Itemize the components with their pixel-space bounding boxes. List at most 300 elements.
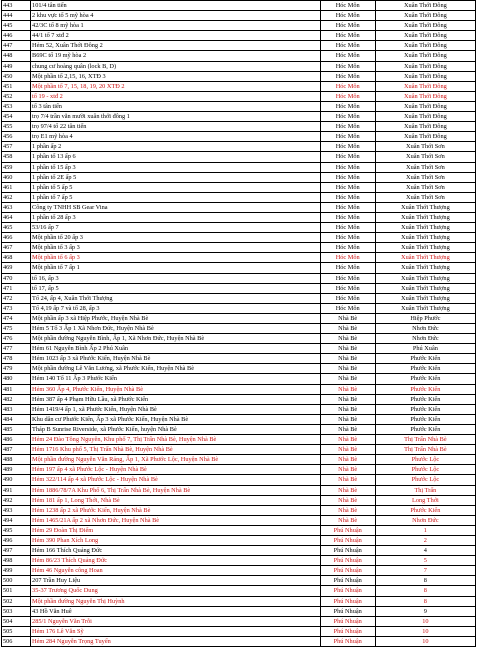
- table-row: [2, 465, 476, 475]
- ward-cell: Phước Kiển: [375, 414, 475, 424]
- row-number: 499: [2, 566, 31, 576]
- district-cell: Hóc Môn: [320, 11, 375, 21]
- row-number: 504: [2, 616, 31, 626]
- table-row: [2, 324, 476, 334]
- ward-cell: Phước Kiển: [375, 384, 475, 394]
- district-cell: Hóc Môn: [320, 142, 375, 152]
- table-row: [2, 91, 476, 101]
- table-row: [2, 101, 476, 111]
- table-row: [2, 31, 476, 41]
- row-number: 496: [2, 535, 31, 545]
- row-number: 502: [2, 596, 31, 606]
- ward-cell: Nhơn Đức: [375, 324, 475, 334]
- table-row: [2, 424, 476, 434]
- ward-cell: Phước Kiển: [375, 364, 475, 374]
- district-cell: Nhà Bè: [320, 475, 375, 485]
- address-cell: Một phần tổ 20 ấp 3: [31, 233, 321, 243]
- district-cell: Hóc Môn: [320, 101, 375, 111]
- district-cell: Phú Nhuận: [320, 626, 375, 636]
- district-cell: Phú Nhuận: [320, 586, 375, 596]
- ward-cell: Phước Kiển: [375, 394, 475, 404]
- ward-cell: Xuân Thới Đông: [375, 81, 475, 91]
- district-cell: Nhà Bè: [320, 485, 375, 495]
- address-cell: 1 phần tổ 2E ấp 5: [31, 172, 321, 182]
- district-cell: Nhà Bè: [320, 414, 375, 424]
- address-cell: Hẻm 197 ấp 4 xã Phước Lộc - Huyện Nhà Bè: [31, 465, 321, 475]
- ward-cell: Xuân Thới Đông: [375, 112, 475, 122]
- ward-cell: Phú Xuân: [375, 344, 475, 354]
- address-cell: 42/3C tổ 8 mỹ hòa 1: [31, 21, 321, 31]
- district-cell: Hóc Môn: [320, 162, 375, 172]
- table-row: [2, 505, 476, 515]
- district-cell: Nhà Bè: [320, 334, 375, 344]
- row-number: 487: [2, 445, 31, 455]
- row-number: 466: [2, 233, 31, 243]
- ward-cell: Xuân Thới Sơn: [375, 162, 475, 172]
- row-number: 472: [2, 293, 31, 303]
- row-number: 506: [2, 636, 31, 646]
- ward-cell: Xuân Thới Thượng: [375, 212, 475, 222]
- ward-cell: Xuân Thới Đông: [375, 132, 475, 142]
- address-cell: Một phần đường Nguyễn Văn Rảng, Ấp 1, Xã Phước Lộc, Huyện Nhà Bè: [31, 455, 321, 465]
- row-number: 505: [2, 626, 31, 636]
- row-number: 483: [2, 404, 31, 414]
- row-number: 470: [2, 273, 31, 283]
- row-number: 478: [2, 354, 31, 364]
- address-cell: Một phần đường Nguyễn Thị Huỳnh: [31, 596, 321, 606]
- row-number: 476: [2, 334, 31, 344]
- table-row: [2, 1, 476, 11]
- row-number: 458: [2, 152, 31, 162]
- table-row: [2, 566, 476, 576]
- address-cell: Hẻm 61 Nguyễn Bình Ấp 2 Phú Xuân: [31, 344, 321, 354]
- address-cell: Một phần đường Lê Văn Lương, xã Phước Kiển, Huyện Nhà Bè: [31, 364, 321, 374]
- address-cell: 1 phần tổ 7 ấp 5: [31, 192, 321, 202]
- row-number: 491: [2, 485, 31, 495]
- district-cell: Hóc Môn: [320, 152, 375, 162]
- row-number: 486: [2, 435, 31, 445]
- ward-cell: 4: [375, 546, 475, 556]
- row-number: 501: [2, 586, 31, 596]
- table-row: [2, 606, 476, 616]
- address-cell: Một phần tổ 7 ấp 1: [31, 263, 321, 273]
- address-cell: Một phần tổ 7, 15, 18, 19, 20 XTĐ 2: [31, 81, 321, 91]
- row-number: 451: [2, 81, 31, 91]
- row-number: 482: [2, 394, 31, 404]
- ward-cell: Hiệp Phước: [375, 313, 475, 323]
- district-cell: Hóc Môn: [320, 243, 375, 253]
- address-cell: 1 phần ấp 2: [31, 142, 321, 152]
- district-cell: Nhà Bè: [320, 445, 375, 455]
- ward-cell: 9: [375, 606, 475, 616]
- table-row: [2, 263, 476, 273]
- district-cell: Hóc Môn: [320, 253, 375, 263]
- row-number: 455: [2, 122, 31, 132]
- address-cell: Hẻm 322/114 ấp 4 xã Phước Lộc - Huyện Nhà Bè: [31, 475, 321, 485]
- table-row: [2, 344, 476, 354]
- table-row: [2, 122, 476, 132]
- table-row: [2, 475, 476, 485]
- address-cell: Khu dân cư Phước Kiển, Ấp 3 xã Phước Kiển, Huyện Nhà Bè: [31, 414, 321, 424]
- table-row: [2, 283, 476, 293]
- ward-cell: Xuân Thới Đông: [375, 41, 475, 51]
- table-row: [2, 535, 476, 545]
- address-cell: 1 phần tổ 15 ấp 3: [31, 162, 321, 172]
- district-cell: Hóc Môn: [320, 212, 375, 222]
- ward-cell: Xuân Thới Đông: [375, 31, 475, 41]
- ward-cell: Xuân Thới Thượng: [375, 263, 475, 273]
- address-cell: Hẻm 29 Đoàn Thị Điểm: [31, 525, 321, 535]
- ward-cell: Xuân Thới Thượng: [375, 273, 475, 283]
- row-number: 459: [2, 162, 31, 172]
- address-cell: trọ 97/4 tổ 22 tân tiến: [31, 122, 321, 132]
- table-row: [2, 212, 476, 222]
- table-row: [2, 445, 476, 455]
- table-row: [2, 303, 476, 313]
- district-cell: Hóc Môn: [320, 233, 375, 243]
- address-cell: Hẻm 24 Đào Tông Nguyên, Khu phố 7, Thị Trấn Nhà Bè, Huyện Nhà Bè: [31, 435, 321, 445]
- row-number: 494: [2, 515, 31, 525]
- row-number: 497: [2, 546, 31, 556]
- table-row: [2, 41, 476, 51]
- row-number: 480: [2, 374, 31, 384]
- ward-cell: Xuân Thới Sơn: [375, 142, 475, 152]
- ward-cell: Phước Kiển: [375, 505, 475, 515]
- district-cell: Nhà Bè: [320, 354, 375, 364]
- ward-cell: Xuân Thới Sơn: [375, 152, 475, 162]
- address-cell: Tổ 24, ấp 4, Xuân Thới Thượng: [31, 293, 321, 303]
- district-cell: Phú Nhuận: [320, 566, 375, 576]
- table-row: [2, 11, 476, 21]
- ward-cell: Thị Trấn: [375, 485, 475, 495]
- table-row: [2, 81, 476, 91]
- address-cell: 101/4 tân tiến: [31, 1, 321, 11]
- district-cell: Nhà Bè: [320, 515, 375, 525]
- table-row: [2, 455, 476, 465]
- row-number: 448: [2, 51, 31, 61]
- address-cell: Công ty TNHH SB Gear Vina: [31, 202, 321, 212]
- table-row: [2, 515, 476, 525]
- address-cell: Hẻm 166 Thích Quảng Đức: [31, 546, 321, 556]
- row-number: 503: [2, 606, 31, 616]
- row-number: 495: [2, 525, 31, 535]
- district-cell: Nhà Bè: [320, 435, 375, 445]
- district-cell: Nhà Bè: [320, 465, 375, 475]
- row-number: 484: [2, 414, 31, 424]
- ward-cell: Xuân Thới Thượng: [375, 293, 475, 303]
- address-cell: Hẻm 1238 ấp 2 xã Phước Kiển, Huyện Nhà Bè: [31, 505, 321, 515]
- address-cell: Một phần ấp 3 xã Hiệp Phước, Huyện Nhà Bè: [31, 313, 321, 323]
- district-cell: Hóc Môn: [320, 21, 375, 31]
- address-cell: Hẻm 1886/78/7A Khu Phố 6, Thị Trấn Nhà Bè, Huyện Nhà Bè: [31, 485, 321, 495]
- address-cell: 53/16 ấp 7: [31, 223, 321, 233]
- district-cell: Hóc Môn: [320, 303, 375, 313]
- district-cell: Phú Nhuận: [320, 596, 375, 606]
- district-cell: Nhà Bè: [320, 324, 375, 334]
- table-row: [2, 374, 476, 384]
- address-cell: Hẻm 1419/4 ấp 1, xã Phước Kiển, Huyện Nhà Bè: [31, 404, 321, 414]
- row-number: 461: [2, 182, 31, 192]
- district-cell: Hóc Môn: [320, 132, 375, 142]
- row-number: 489: [2, 465, 31, 475]
- ward-cell: Phước Lộc: [375, 455, 475, 465]
- table-row: [2, 152, 476, 162]
- district-cell: Phú Nhuận: [320, 525, 375, 535]
- district-cell: Hóc Môn: [320, 71, 375, 81]
- row-number: 485: [2, 424, 31, 434]
- district-cell: Nhà Bè: [320, 495, 375, 505]
- district-cell: Nhà Bè: [320, 364, 375, 374]
- ward-cell: Xuân Thới Đông: [375, 1, 475, 11]
- row-number: 453: [2, 101, 31, 111]
- table-row: [2, 192, 476, 202]
- district-cell: Hóc Môn: [320, 293, 375, 303]
- address-cell: Hẻm 1465/21A ấp 2 xã Nhơn Đức, Huyện Nhà Bè: [31, 515, 321, 525]
- address-cell: Hẻm 360 Ấp 4, Phước Kiển, Huyện Nhà Bè: [31, 384, 321, 394]
- district-cell: Hóc Môn: [320, 122, 375, 132]
- address-cell: tổ 3 tân tiến: [31, 101, 321, 111]
- table-row: [2, 576, 476, 586]
- district-cell: Phú Nhuận: [320, 616, 375, 626]
- row-number: 457: [2, 142, 31, 152]
- ward-cell: 10: [375, 636, 475, 646]
- table-row: [2, 112, 476, 122]
- district-cell: Phú Nhuận: [320, 606, 375, 616]
- row-number: 500: [2, 576, 31, 586]
- address-cell: Hẻm 387 ấp 4 Phạm Hữu Lầu, xã Phước Kiển: [31, 394, 321, 404]
- district-cell: Nhà Bè: [320, 344, 375, 354]
- ward-cell: 8: [375, 586, 475, 596]
- district-cell: Hóc Môn: [320, 61, 375, 71]
- address-cell: Hẻm 181 ấp 1, Long Thới, Nhà Bè: [31, 495, 321, 505]
- district-cell: Phú Nhuận: [320, 546, 375, 556]
- table-row: [2, 404, 476, 414]
- row-number: 465: [2, 223, 31, 233]
- ward-cell: 10: [375, 626, 475, 636]
- ward-cell: Xuân Thới Đông: [375, 11, 475, 21]
- table-row: [2, 71, 476, 81]
- address-cell: Tổ 4,19 ấp 7 và tổ 28, ấp 3: [31, 303, 321, 313]
- ward-cell: 2: [375, 535, 475, 545]
- table-row: [2, 364, 476, 374]
- table-row: [2, 394, 476, 404]
- district-cell: Hóc Môn: [320, 273, 375, 283]
- ward-cell: Xuân Thới Đông: [375, 51, 475, 61]
- row-number: 446: [2, 31, 31, 41]
- address-cell: B69C tổ 19 mỹ hòa 2: [31, 51, 321, 61]
- district-cell: Hóc Môn: [320, 31, 375, 41]
- table-row: [2, 162, 476, 172]
- table-row: [2, 142, 476, 152]
- ward-cell: 10: [375, 616, 475, 626]
- address-cell: Hẻm 140 Tổ 11 Ấp 3 Phước Kiển: [31, 374, 321, 384]
- ward-cell: Xuân Thới Thượng: [375, 253, 475, 263]
- district-cell: Hóc Môn: [320, 223, 375, 233]
- row-number: 445: [2, 21, 31, 31]
- ward-cell: Nhơn Đức: [375, 515, 475, 525]
- table-row: [2, 313, 476, 323]
- address-cell: Một phần tổ 2,15, 16, XTĐ 3: [31, 71, 321, 81]
- ward-cell: Xuân Thới Đông: [375, 61, 475, 71]
- district-cell: Nhà Bè: [320, 505, 375, 515]
- row-number: 452: [2, 91, 31, 101]
- table-row: [2, 202, 476, 212]
- district-cell: Hóc Môn: [320, 263, 375, 273]
- address-cell: trọ 7/4 trần văn mười xuân thới đông 1: [31, 112, 321, 122]
- row-number: 479: [2, 364, 31, 374]
- address-cell: Hẻm 46 Nguyễn công Hoan: [31, 566, 321, 576]
- ward-cell: Phước Lộc: [375, 475, 475, 485]
- district-cell: Hóc Môn: [320, 81, 375, 91]
- address-cell: Hẻm 284 Nguyễn Trọng Tuyển: [31, 636, 321, 646]
- ward-cell: Xuân Thới Thượng: [375, 202, 475, 212]
- address-cell: Một phần đường Nguyễn Bình, Ấp 1, Xã Nhơn Đức, Huyện Nhà Bè: [31, 334, 321, 344]
- table-row: [2, 435, 476, 445]
- address-cell: Hẻm 390 Phan Xích Long: [31, 535, 321, 545]
- ward-cell: Thị Trấn Nhà Bè: [375, 435, 475, 445]
- address-cell: Tháp B Sunrise Riverside, xã Phước Kiển, huyện Nhà Bè: [31, 424, 321, 434]
- table-row: [2, 132, 476, 142]
- ward-cell: 7: [375, 566, 475, 576]
- table-row: [2, 556, 476, 566]
- ward-cell: Long Thới: [375, 495, 475, 505]
- address-cell: 207 Trần Huy Liệu: [31, 576, 321, 586]
- ward-cell: 1: [375, 525, 475, 535]
- row-number: 477: [2, 344, 31, 354]
- address-cell: Hẻm 1716 Khu phố 5, Thị Trấn Nhà Bè, Huyện Nhà Bè: [31, 445, 321, 455]
- row-number: 454: [2, 112, 31, 122]
- ward-cell: 8: [375, 576, 475, 586]
- address-cell: Hẻm 176 Lê Văn Sỹ: [31, 626, 321, 636]
- table-row: [2, 273, 476, 283]
- table-row: [2, 485, 476, 495]
- district-cell: Hóc Môn: [320, 91, 375, 101]
- table-row: [2, 596, 476, 606]
- table-row: [2, 384, 476, 394]
- address-cell: 35-37 Trương Quốc Dung: [31, 586, 321, 596]
- row-number: 444: [2, 11, 31, 21]
- district-cell: Hóc Môn: [320, 202, 375, 212]
- row-number: 449: [2, 61, 31, 71]
- ward-cell: Phước Kiển: [375, 404, 475, 414]
- address-cell: Một phần tổ 3 ấp 3: [31, 243, 321, 253]
- row-number: 474: [2, 313, 31, 323]
- ward-cell: Xuân Thới Đông: [375, 122, 475, 132]
- address-cell: 285/1 Nguyễn Văn Trỗi: [31, 616, 321, 626]
- ward-cell: Xuân Thới Thượng: [375, 223, 475, 233]
- row-number: 467: [2, 243, 31, 253]
- table-row: [2, 61, 476, 71]
- row-number: 450: [2, 71, 31, 81]
- row-number: 443: [2, 1, 31, 11]
- table-row: [2, 586, 476, 596]
- row-number: 490: [2, 475, 31, 485]
- ward-cell: Phước Kiển: [375, 354, 475, 364]
- address-cell: 1 phần tổ 5 ấp 5: [31, 182, 321, 192]
- address-cell: tổ 16, ấp 3: [31, 273, 321, 283]
- district-cell: Hóc Môn: [320, 1, 375, 11]
- table-row: [2, 243, 476, 253]
- district-cell: Phú Nhuận: [320, 556, 375, 566]
- table-row: [2, 172, 476, 182]
- table-row: [2, 525, 476, 535]
- ward-cell: Xuân Thới Đông: [375, 21, 475, 31]
- district-cell: Nhà Bè: [320, 455, 375, 465]
- address-cell: 43 Hồ Văn Huê: [31, 606, 321, 616]
- address-cell: tổ 19 - xtđ 2: [31, 91, 321, 101]
- district-cell: Hóc Môn: [320, 182, 375, 192]
- ward-cell: 5: [375, 556, 475, 566]
- address-cell: chung cư hoàng quân (lock B, D): [31, 61, 321, 71]
- row-number: 460: [2, 172, 31, 182]
- table-row: [2, 636, 476, 646]
- address-cell: Hẻm 52, Xuân Thới Đông 2: [31, 41, 321, 51]
- ward-cell: Phước Lộc: [375, 465, 475, 475]
- table-row: [2, 182, 476, 192]
- ward-cell: Xuân Thới Thượng: [375, 243, 475, 253]
- district-cell: Hóc Môn: [320, 51, 375, 61]
- district-cell: Nhà Bè: [320, 374, 375, 384]
- table-row: [2, 334, 476, 344]
- address-cell: tổ 17, ấp 5: [31, 283, 321, 293]
- address-cell: Hẻm 86/23 Thích Quảng Đức: [31, 556, 321, 566]
- address-table: [1, 0, 476, 647]
- table-row: [2, 253, 476, 263]
- ward-cell: Xuân Thới Đông: [375, 71, 475, 81]
- table-row: [2, 21, 476, 31]
- district-cell: Hóc Môn: [320, 172, 375, 182]
- row-number: 447: [2, 41, 31, 51]
- ward-cell: Xuân Thới Thượng: [375, 303, 475, 313]
- table-row: [2, 495, 476, 505]
- ward-cell: Phước Kiển: [375, 374, 475, 384]
- table-row: [2, 51, 476, 61]
- district-cell: Nhà Bè: [320, 404, 375, 414]
- district-cell: Nhà Bè: [320, 394, 375, 404]
- row-number: 468: [2, 253, 31, 263]
- row-number: 475: [2, 324, 31, 334]
- table-body: [2, 1, 476, 647]
- row-number: 493: [2, 505, 31, 515]
- row-number: 469: [2, 263, 31, 273]
- address-cell: Hẻm 5 Tổ 3 Ấp 1 Xã Nhơn Đức, Huyện Nhà Bè: [31, 324, 321, 334]
- district-cell: Phú Nhuận: [320, 535, 375, 545]
- address-cell: 44/1 tổ 7 xtđ 2: [31, 31, 321, 41]
- row-number: 498: [2, 556, 31, 566]
- row-number: 456: [2, 132, 31, 142]
- address-cell: 1 phần tổ 13 ấp 6: [31, 152, 321, 162]
- table-row: [2, 546, 476, 556]
- district-cell: Hóc Môn: [320, 192, 375, 202]
- ward-cell: Xuân Thới Sơn: [375, 192, 475, 202]
- district-cell: Hóc Môn: [320, 41, 375, 51]
- ward-cell: Phước Kiển: [375, 424, 475, 434]
- address-cell: 2 khu vực tổ 5 mỹ hòa 4: [31, 11, 321, 21]
- ward-cell: Xuân Thới Thượng: [375, 233, 475, 243]
- ward-cell: Xuân Thới Sơn: [375, 182, 475, 192]
- address-cell: trọ E1 mỹ hòa 4: [31, 132, 321, 142]
- district-cell: Hóc Môn: [320, 112, 375, 122]
- address-cell: 1 phần tổ 28 ấp 3: [31, 212, 321, 222]
- table-row: [2, 233, 476, 243]
- ward-cell: Nhơn Đức: [375, 334, 475, 344]
- table-row: [2, 616, 476, 626]
- row-number: 462: [2, 192, 31, 202]
- ward-cell: Xuân Thới Đông: [375, 101, 475, 111]
- row-number: 463: [2, 202, 31, 212]
- table-row: [2, 414, 476, 424]
- district-cell: Phú Nhuận: [320, 636, 375, 646]
